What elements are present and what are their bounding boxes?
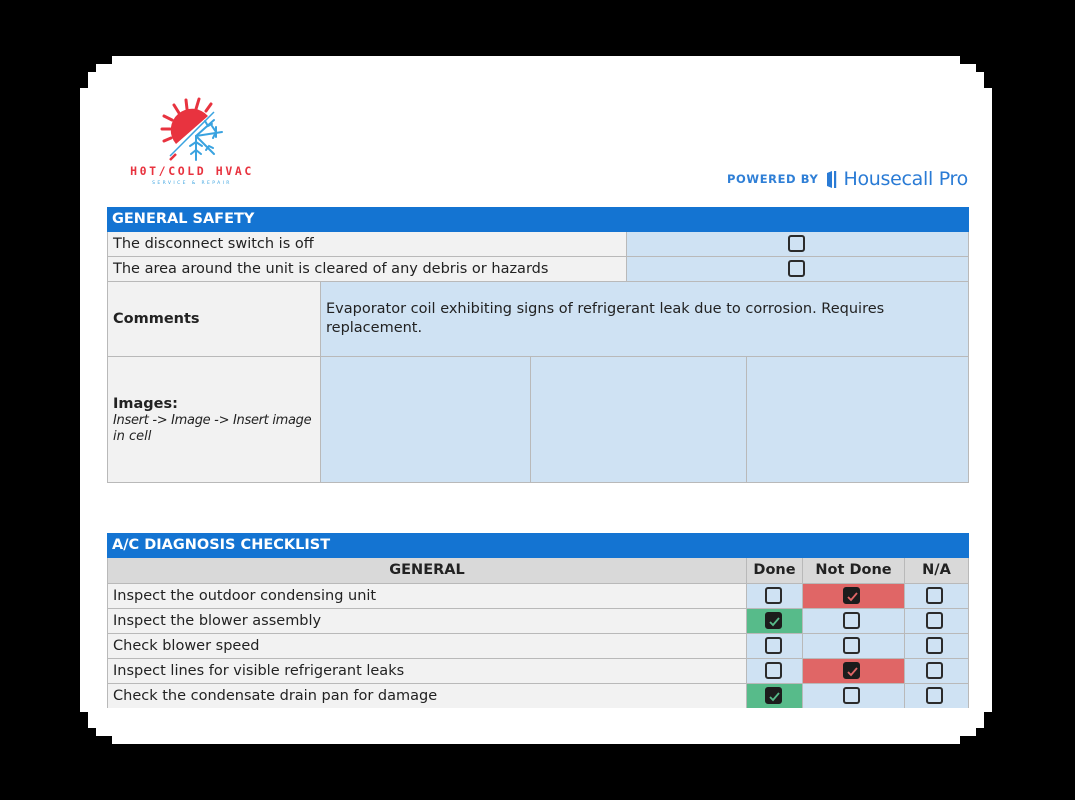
checklist-row-label: Inspect the blower assembly <box>107 609 747 634</box>
comments-label: Comments <box>107 282 321 357</box>
checklist-row-label: Check blower speed <box>107 634 747 659</box>
logo-title: H0T/COLD HVAC <box>130 164 254 178</box>
checkbox-done[interactable] <box>765 587 782 604</box>
done-cell <box>747 584 803 609</box>
checkbox-not-done[interactable] <box>843 637 860 654</box>
comments-text-line2: replacement. <box>326 320 423 336</box>
powered-by-label: POWERED BY <box>727 172 819 186</box>
not-done-cell <box>803 584 905 609</box>
checkbox-not-done[interactable] <box>843 612 860 629</box>
company-logo <box>116 96 276 196</box>
section-general-header: GENERAL <box>107 558 747 584</box>
comments-text-line1: Evaporator coil exhibiting signs of refrigerant leak due to corrosion. Requires <box>326 301 885 317</box>
checkbox-na[interactable] <box>926 637 943 654</box>
checkbox-not-done[interactable] <box>843 687 860 704</box>
powered-by-badge <box>727 166 968 192</box>
image-slot-2[interactable] <box>531 357 747 483</box>
not-done-cell <box>803 609 905 634</box>
safety-item-label: The disconnect switch is off <box>107 232 627 257</box>
na-cell <box>905 659 969 684</box>
general-safety-header: GENERAL SAFETY <box>107 207 969 232</box>
safety-item-check-cell <box>627 232 969 257</box>
logo-subtitle: SERVICE & REPAIR <box>152 181 232 186</box>
corner-step <box>984 712 992 728</box>
checkbox-not-done-checked[interactable] <box>843 662 860 679</box>
housecall-pro-icon <box>826 170 838 189</box>
clipped-row-container <box>0 684 1075 708</box>
column-na-header: N/A <box>905 558 969 584</box>
na-cell <box>905 634 969 659</box>
corner-step <box>976 728 992 736</box>
images-hint-line1: Insert -> Image -> Insert image <box>113 413 312 428</box>
comments-field[interactable] <box>321 282 969 357</box>
na-cell <box>905 684 969 708</box>
checkbox-area-cleared[interactable] <box>788 260 805 277</box>
images-hint-line2: in cell <box>113 429 152 444</box>
corner-step <box>80 64 96 72</box>
checkbox-na[interactable] <box>926 587 943 604</box>
image-slot-3[interactable] <box>747 357 969 483</box>
safety-item-label: The area around the unit is cleared of any debris or hazards <box>107 257 627 282</box>
check-icon <box>846 590 859 603</box>
not-done-cell <box>803 634 905 659</box>
na-cell <box>905 584 969 609</box>
checkbox-na[interactable] <box>926 662 943 679</box>
image-slot-1[interactable] <box>321 357 531 483</box>
done-cell <box>747 659 803 684</box>
sun-snowflake-icon <box>156 96 228 164</box>
corner-step <box>80 712 88 728</box>
checkbox-done-checked[interactable] <box>765 612 782 629</box>
checkbox-done-checked[interactable] <box>765 687 782 704</box>
checklist-row-label: Check the condensate drain pan for damage <box>107 684 747 708</box>
column-done-header: Done <box>747 558 803 584</box>
safety-item-check-cell <box>627 257 969 282</box>
checkbox-done[interactable] <box>765 637 782 654</box>
done-cell <box>747 684 803 708</box>
corner-step <box>960 736 992 744</box>
check-icon <box>768 690 781 703</box>
not-done-cell <box>803 659 905 684</box>
corner-step <box>80 72 88 88</box>
ac-diagnosis-header: A/C DIAGNOSIS CHECKLIST <box>107 533 969 558</box>
images-label-cell <box>107 357 321 483</box>
corner-step <box>976 64 992 72</box>
corner-step <box>80 736 112 744</box>
checkbox-done[interactable] <box>765 662 782 679</box>
images-label: Images: <box>113 396 178 412</box>
housecall-pro-wordmark: Housecall Pro <box>843 168 968 190</box>
checkbox-disconnect-switch[interactable] <box>788 235 805 252</box>
corner-step <box>80 728 96 736</box>
corner-step <box>80 56 112 64</box>
check-icon <box>768 615 781 628</box>
done-cell <box>747 634 803 659</box>
checklist-row-label: Inspect the outdoor condensing unit <box>107 584 747 609</box>
check-icon <box>846 665 859 678</box>
not-done-cell <box>803 684 905 708</box>
corner-step <box>960 56 992 64</box>
corner-step <box>984 72 992 88</box>
na-cell <box>905 609 969 634</box>
column-not-done-header: Not Done <box>803 558 905 584</box>
checkbox-na[interactable] <box>926 612 943 629</box>
checklist-row-label: Inspect lines for visible refrigerant leaks <box>107 659 747 684</box>
checkbox-not-done-checked[interactable] <box>843 587 860 604</box>
done-cell <box>747 609 803 634</box>
checkbox-na[interactable] <box>926 687 943 704</box>
